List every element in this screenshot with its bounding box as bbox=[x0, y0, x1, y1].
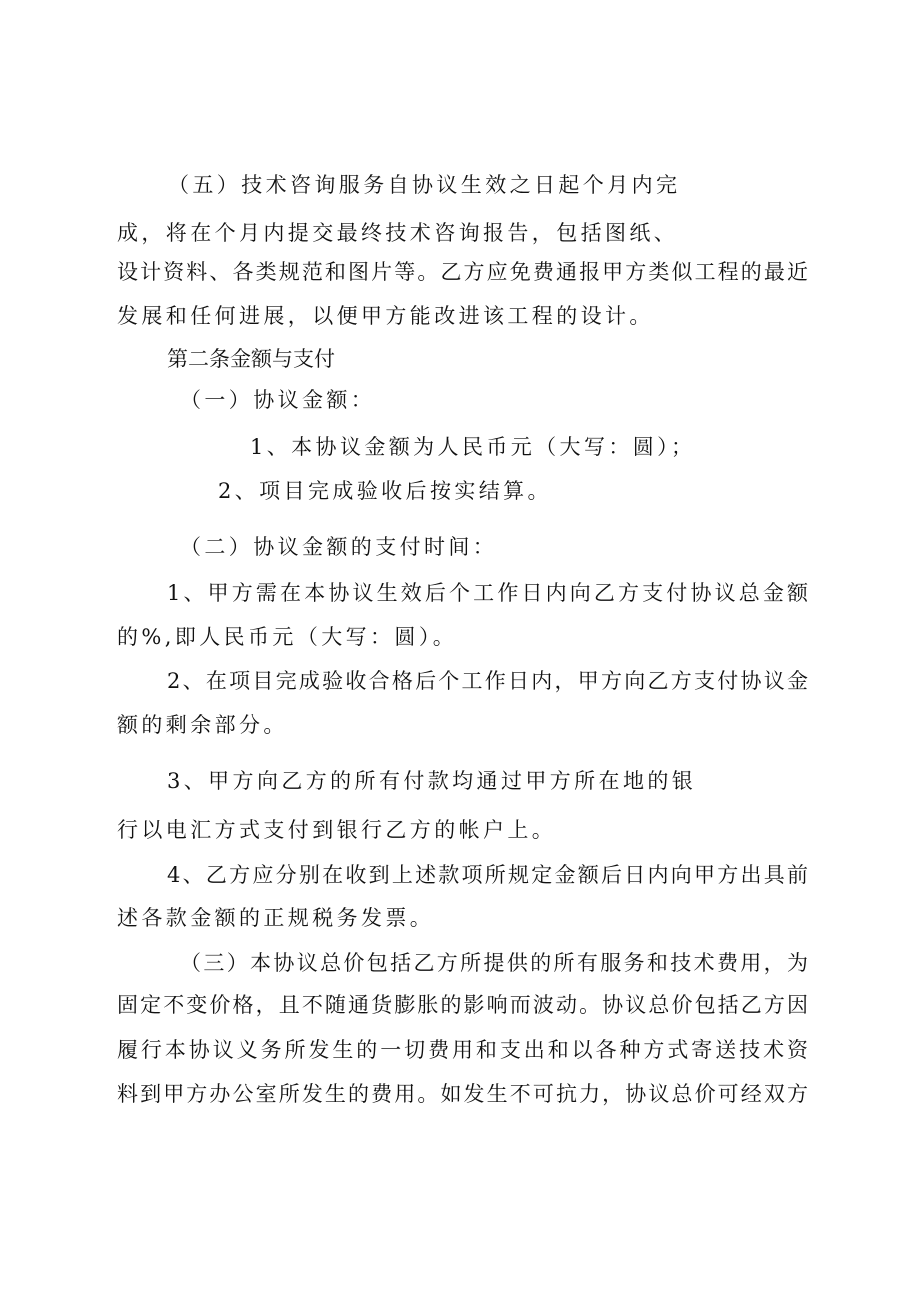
paragraph-line: 设计资料、各类规范和图片等。乙方应免费通报甲方类似工程的最近 bbox=[117, 260, 808, 284]
section-heading: 第二条金额与支付 bbox=[167, 347, 335, 371]
paragraph-line: 成，将在个月内提交最终技术咨询报告，包括图纸、 bbox=[117, 221, 679, 245]
paragraph-line: 的%,即人民币元（大写：圆）。 bbox=[117, 625, 458, 649]
paragraph-line: 额的剩余部分。 bbox=[117, 713, 288, 737]
list-item: 2、项目完成验收后按实结算。 bbox=[218, 479, 552, 503]
paragraph-line: 述各款金额的正规税务发票。 bbox=[117, 906, 435, 930]
subsection-heading: （二）协议金额的支付时间： bbox=[180, 535, 498, 559]
paragraph-line: 履行本协议义务所发生的一切费用和支出和以各种方式寄送技术资 bbox=[117, 1038, 808, 1062]
list-item: 2、在项目完成验收合格后个工作日内，甲方向乙方支付协议金 bbox=[167, 669, 808, 693]
list-item: 1、甲方需在本协议生效后个工作日内向乙方支付协议总金额 bbox=[167, 581, 808, 605]
paragraph-line: 料到甲方办公室所发生的费用。如发生不可抗力，协议总价可经双方 bbox=[117, 1082, 808, 1106]
list-item: 4、乙方应分别在收到上述款项所规定金额后日内向甲方出具前 bbox=[167, 863, 808, 887]
paragraph-line: （五）技术咨询服务自协议生效之日起个月内完 bbox=[168, 173, 681, 197]
subsection-paragraph: （三）本协议总价包括乙方所提供的所有服务和技术费用，为 bbox=[180, 951, 808, 975]
subsection-heading: （一）协议金额： bbox=[180, 388, 376, 412]
paragraph-line: 发展和任何进展，以便甲方能改进该工程的设计。 bbox=[117, 304, 654, 328]
list-item: 3、甲方向乙方的所有付款均通过甲方所在地的银 bbox=[167, 769, 697, 793]
paragraph-line: 固定不变价格，且不随通货膨胀的影响而波动。协议总价包括乙方因 bbox=[117, 993, 808, 1017]
paragraph-line: 行以电汇方式支付到银行乙方的帐户上。 bbox=[117, 818, 557, 842]
list-item: 1、本协议金额为人民币元（大写：圆）； bbox=[250, 435, 696, 459]
